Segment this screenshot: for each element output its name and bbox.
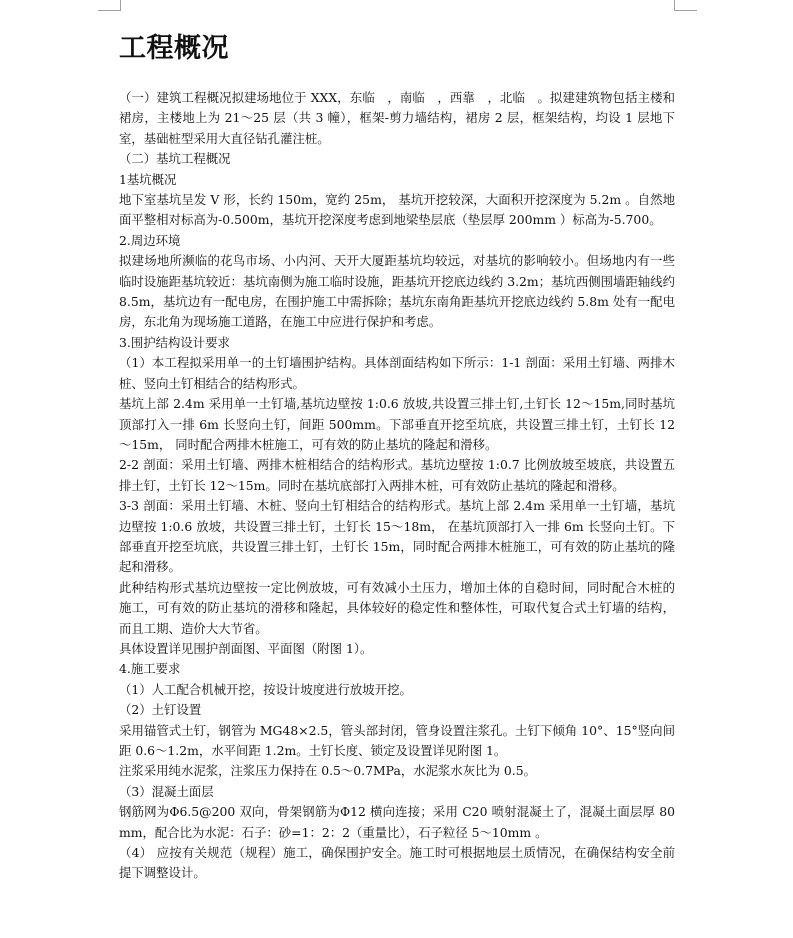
paragraph-soil-nail-spec: 采用锚管式土钉，钢管为 MG48×2.5，管头部封闭，管身设置注浆孔。土钉下倾角 10°、15°竖向间距 0.6～1.2m，水平间距 1.2m。土钉长度、锁定及设置详见附图 1。 [119, 722, 675, 758]
paragraph-structure-benefits: 此种结构形式基坑边壁按一定比例放坡，可有效减小土压力，增加土体的自稳时间，同时配合木桩的施工，可有效的防止基坑的滑移和隆起，具体较好的稳定性和整体性，可取代复合式土钉墙的结构，而且工期、造价大大节省。 [119, 579, 675, 636]
paragraph-concrete-spec: 钢筋网为Φ6.5@200 双向，骨架钢筋为Φ12 横向连接；采用 C20 喷射混凝土了，混凝土面层厚 80mm，配合比为水泥：石子：砂=1：2：2（重量比），石子粒径 5～10mm 。 [119, 804, 675, 840]
document-title: 工程概况 [119, 33, 229, 64]
paragraph-code-compliance: （4） 应按有关规范（规程）施工，确保围护安全。施工时可根据地层土质情况，在确保结构安全前提下调整设计。 [119, 845, 675, 881]
paragraph-grouting: 注浆采用纯水泥浆，注浆压力保持在 0.5～0.7MPa，水泥浆水灰比为 0.5。 [119, 763, 537, 779]
heading-soil-nail-setup: （2）土钉设置 [119, 702, 202, 718]
paragraph-excavation: （1）人工配合机械开挖，按设计坡度进行放坡开挖。 [119, 681, 412, 697]
heading-retaining-design: 3.围护结构设计要求 [119, 334, 230, 350]
paragraph-section-1-1: （1）本工程拟采用单一的土钉墙围护结构。具体剖面结构如下所示：1-1 剖面：采用土钉墙、两排木桩、竖向土钉相结合的结构形式。 [119, 355, 675, 391]
document-body [119, 26, 675, 884]
page-corner-mark-right [674, 0, 697, 11]
heading-surroundings: 2.周边环境 [119, 232, 181, 248]
heading-concrete-face: （3）混凝土面层 [119, 783, 214, 799]
paragraph-section-2-2: 2-2 剖面：采用土钉墙、两排木桩相结合的结构形式。基坑边壁按 1:0.7 比例放坡至坡底，共设置五排土钉，土钉长 12～15m。同时在基坑底部打入两排木桩，可有效防止基坑的隆起和滑移。 [119, 457, 675, 493]
page-corner-mark-left [98, 0, 121, 11]
paragraph-pit-general: 地下室基坑呈发 V 形，长约 150m，宽约 25m， 基坑开挖较深，大面积开挖深度为 5.2m 。自然地面平整相对标高为-0.500m，基坑开挖深度考虑到地梁垫层底（垫层厚 200mm ）标高为-5.700。 [119, 192, 675, 228]
paragraph-see-drawings: 具体设置详见围护剖面图、平面图（附图 1）。 [119, 640, 373, 656]
heading-pit-overview: （二）基坑工程概况 [119, 151, 231, 167]
heading-pit-general: 1基坑概况 [119, 171, 177, 187]
paragraph-section-3-3: 3-3 剖面：采用土钉墙、木桩、竖向土钉相结合的结构形式。基坑上部 2.4m 采用单一土钉墙，基坑边壁按 1:0.6 放坡，共设置三排土钉，土钉长 15～18m， 在基坑顶部打入一排 6m 长竖向土钉。下部垂直开挖至坑底，共设置三排土钉，土钉长 15m，同时配合两排木桩施工，可有效的防止基坑的隆起和滑移。 [119, 498, 675, 575]
paragraph-surroundings: 拟建场地所濒临的花鸟市场、小内河、天开大厦距基坑均较远，对基坑的影响较小。但场地内有一些临时设施距基坑较近：基坑南侧为施工临时设施，距基坑开挖底边线约 3.2m；基坑西侧围墙距轴线约 8.5m，基坑边有一配电房，在围护施工中需拆除；基坑东南角距基坑开挖底边线约 5.8m 处有一配电房，东北角为现场施工道路，在施工中应进行保护和考虑。 [119, 253, 675, 330]
paragraph-section-1-1-detail: 基坑上部 2.4m 采用单一土钉墙,基坑边壁按 1:0.6 放坡,共设置三排土钉,土钉长 12～15m,同时基坑顶部打入一排 6m 长竖向土钉，间距 500mm。下部垂直开挖至坑底，共设置三排土钉，土钉长 12～15m， 同时配合两排木桩施工，可有效的防止基坑的隆起和滑移。 [119, 396, 675, 452]
heading-construction-requirements: 4.施工要求 [119, 661, 181, 677]
paragraph-building-overview: （一）建筑工程概况拟建场地位于 XXX，东临 ，南临 ，西靠 ，北临 。拟建建筑物包括主楼和裙房，主楼地上为 21～25 层（共 3 幢），框架-剪力墙结构，裙房 2 层，框架结构，均设 1 层地下室，基础桩型采用大直径钻孔灌注桩。 [119, 90, 675, 146]
